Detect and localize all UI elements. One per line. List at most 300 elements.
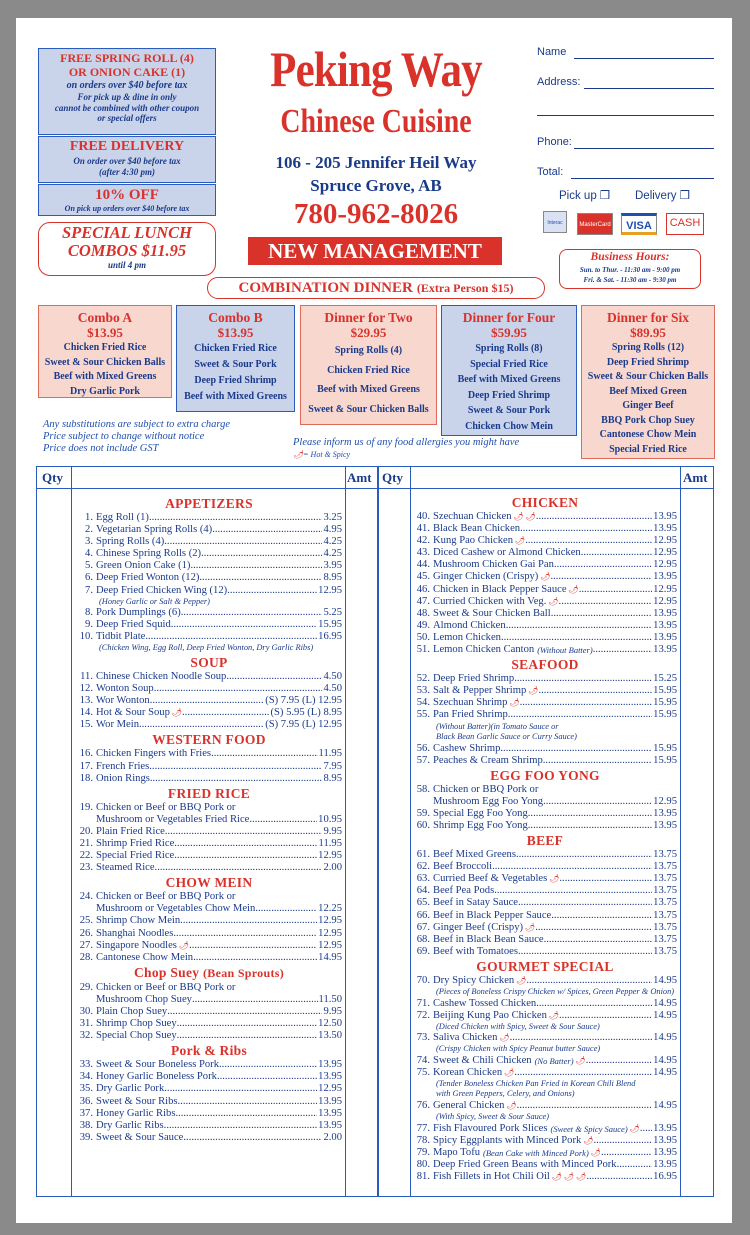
chili-icon: 🌶 [540,572,551,582]
item-price: 12.50 [318,1018,342,1030]
delivery-option[interactable] [635,188,690,202]
menu-item[interactable] [76,695,342,707]
dot-leader [494,885,652,897]
item-number: 50. [416,631,430,643]
item-number: 75. [416,1066,430,1078]
item-price: 13.95 [653,607,677,619]
menu-item[interactable] [76,536,342,548]
menu-item-continued[interactable] [76,814,342,826]
item-number: 52. [416,673,430,685]
dot-leader [514,673,652,685]
lunch-sub: until 4 pm [107,260,146,270]
item-price: 13.95 [653,644,677,656]
item-name: Mushroom or Vegetables Chow Mein [96,903,256,915]
menu-item[interactable] [413,547,677,559]
menu-item[interactable] [76,761,342,773]
dot-leader [217,1071,317,1083]
combo-title: Dinner for Four [462,310,556,325]
item-price: 13.95 [653,1158,677,1170]
menu-item[interactable] [413,743,677,755]
item-number: 9. [85,619,93,631]
menu-item[interactable] [76,1006,342,1018]
dot-leader [536,511,652,523]
item-number: 36. [79,1095,93,1107]
item-number: 71. [416,997,430,1009]
menu-item-continued[interactable] [413,796,677,808]
combo-item: Beef with Mixed Greens [457,374,561,385]
pickup-option[interactable] [559,188,610,202]
menu-item[interactable] [76,802,342,814]
item-name: Lemon Chicken [433,631,501,643]
menu-item[interactable] [76,826,342,838]
item-name: Steamed Rice [96,862,155,874]
menu-left-column [76,495,342,1144]
pickup-checkbox[interactable]: ❒ [599,190,611,202]
menu-item[interactable] [413,596,677,608]
menu-item[interactable] [413,571,677,583]
restaurant-subtitle: Chinese Cuisine [280,103,472,140]
dot-leader [139,719,264,731]
item-name: Dry Garlic Ribs [96,1119,164,1131]
item-price: 13.95 [653,571,677,583]
lunch-title: COMBOS $11.95 [67,241,187,260]
menu-item[interactable] [76,1132,342,1144]
dot-leader [177,1030,318,1042]
dot-leader [508,709,652,721]
menu-item[interactable] [413,849,677,861]
menu-item[interactable] [413,873,677,885]
menu-item[interactable] [413,885,677,897]
menu-item[interactable] [76,915,342,927]
combo-title: Combo A [77,310,133,325]
name-field[interactable] [574,58,714,59]
item-name: Plain Fried Rice [96,825,165,837]
chili-icon: 🌶 [171,708,183,718]
menu-item[interactable] [413,861,677,873]
menu-item[interactable] [76,607,342,619]
dot-leader [551,910,652,922]
item-number: 14. [79,707,93,719]
item-name: Dry Garlic Pork [96,1083,165,1095]
item-number: 64. [416,885,430,897]
menu-item[interactable] [413,1055,677,1067]
free-spring-roll-promo [38,48,216,135]
item-number: 18. [79,772,93,784]
menu-right-column [413,494,677,1183]
item-number: 51. [416,644,430,656]
item-number: 17. [79,760,93,772]
item-price: 13.75 [653,861,677,873]
menu-item[interactable] [413,584,677,596]
total-label: Total: [537,166,564,178]
dot-leader [219,1059,317,1071]
menu-item[interactable] [413,709,677,721]
menu-item[interactable] [413,1147,677,1159]
item-price: 13.95 [318,1119,342,1131]
menu-item[interactable] [413,559,677,571]
chili-icon: 🌶 [590,1147,601,1157]
chili-icon: 🌶 [293,450,304,459]
item-price: 14.95 [653,1032,677,1044]
item-name: Vegetarian Spring Rolls (4) [96,524,213,536]
item-name: Chicken or Beef or BBQ Pork or [96,981,236,993]
menu-item[interactable] [413,632,677,644]
item-number: 43. [416,547,430,559]
combo-item: Beef with Mixed Greens [317,384,420,395]
delivery-checkbox[interactable]: ❒ [679,190,691,202]
menu-item[interactable] [76,719,342,731]
item-number: 62. [416,861,430,873]
promo-title: OR ONION CAKE (1) [68,65,186,80]
menu-item[interactable] [413,1171,677,1183]
menu-item[interactable] [413,755,677,767]
item-name: Beijing Kung Pao Chicken [433,1009,547,1021]
item-name: Chicken or Beef or BBQ Pork or [96,891,236,903]
item-number: 45. [416,571,430,583]
menu-item[interactable] [76,940,342,952]
item-price: 4.25 [323,548,342,560]
dot-leader [535,922,652,934]
item-number: 53. [416,685,430,697]
section-title-text: Pork & Ribs [170,1043,248,1059]
combo-item: Chicken Fried Rice [194,343,277,354]
combination-dinner-title [207,277,545,299]
dot-leader [520,523,652,535]
menu-item[interactable] [76,524,342,536]
item-price: 4.25 [323,536,342,548]
item-name: Special Chop Suey [96,1030,177,1042]
item-price: 13.95 [318,1071,342,1083]
item-price: 13.95 [653,511,677,522]
item-name: Deep Fried Chicken Wing (12) [96,584,228,596]
menu-item[interactable] [76,838,342,850]
menu-item[interactable] [413,910,677,922]
item-number-blank [76,903,96,915]
column-divider [377,466,379,1197]
hours-line: Sun. to Thur. - 11:30 am - 9:00 pm [579,266,681,274]
combo-item: Chicken Fried Rice [63,342,147,353]
item-number: 63. [416,873,430,885]
item-price: 12.95 [318,584,342,596]
item-number: 65. [416,897,430,909]
menu-item[interactable] [76,982,342,994]
item-number: 49. [416,619,430,631]
dot-leader [518,897,652,909]
item-name: Spring Rolls (4) [96,536,165,548]
item-number: 4. [85,548,93,560]
dot-leader [150,773,323,785]
menu-item-continued[interactable] [76,903,342,915]
item-number: 26. [79,927,93,939]
item-number: 59. [416,807,430,819]
item-number: 40. [416,511,430,522]
item-note: (Diced Chicken with Spicy, Sweet & Sour Sauce) [436,1021,600,1031]
dinner-for-six [581,305,715,459]
menu-item[interactable] [413,1032,677,1044]
item-name: Plain Chop Suey [96,1006,168,1017]
item-name: Ginger Beef (Crispy) [433,921,524,933]
section-title-text: APPETIZERS [165,496,253,511]
menu-item[interactable] [413,685,677,697]
combo-item: Beef with Mixed Greens [184,391,287,402]
phone-number[interactable]: 780-962-8026 [293,198,459,230]
item-number: 38. [79,1119,93,1131]
qty-header: Qty [382,470,403,485]
item-price: 8.95 [323,572,342,584]
combo-item: Dry Garlic Pork [70,385,140,397]
item-price: 16.95 [653,1170,677,1182]
menu-item[interactable] [413,1123,677,1135]
combo-price: $13.95 [87,325,123,340]
address-field[interactable] [584,88,714,89]
dot-leader [526,975,652,987]
dot-leader [514,1067,652,1079]
item-number: 74. [416,1054,430,1066]
menu-item[interactable] [76,671,342,683]
address-line-1: 106 - 205 Jennifer Heil Way [275,153,477,172]
item-name: Korean Chicken [433,1066,503,1078]
item-number: 79. [416,1146,430,1158]
dot-leader [510,1032,653,1044]
item-number: 57. [416,754,430,766]
menu-item[interactable] [413,1159,677,1171]
item-name: Hot & Sour Soup [96,707,170,719]
menu-item[interactable] [413,523,677,535]
item-name: Beef in Black Pepper Sauce [433,909,552,921]
item-price: 14.95 [653,1054,677,1066]
chili-icon: 🌶 [528,686,539,696]
menu-item[interactable] [413,1100,677,1112]
item-price: 15.95 [653,709,677,721]
item-number: 58. [416,783,430,795]
combo-item: Sweet & Sour Pork [194,359,277,370]
phone-field[interactable] [574,148,714,149]
menu-item[interactable] [413,808,677,820]
chili-icon: 🌶 [575,1055,586,1065]
dot-leader [543,755,652,767]
section-title [413,767,677,784]
section-title-text: BEEF [526,833,564,849]
item-number: 78. [416,1134,430,1146]
chili-icon: 🌶 [576,1171,587,1181]
item-note: (Honey Garlic or Salt & Pepper) [99,596,210,606]
item-number: 34. [79,1071,93,1083]
section-title [413,494,677,511]
menu-item[interactable] [413,535,677,547]
combo-item: Ginger Beef [622,400,674,411]
item-number-blank [76,994,96,1006]
menu-item[interactable] [76,1018,342,1030]
item-name: Almond Chicken [433,619,506,631]
item-name: Beef with Tomatoes [433,945,518,957]
menu-item[interactable] [76,631,342,643]
item-number: 67. [416,921,430,933]
item-name: Shrimp Chow Mein [96,915,181,927]
item-number: 21. [79,837,93,849]
dot-leader [640,1123,652,1135]
combo-item: BBQ Pork Chop Suey [601,414,695,426]
item-number: 44. [416,559,430,571]
menu-item[interactable] [76,1083,342,1095]
menu-item[interactable] [76,560,342,572]
chili-icon: 🌶 [513,512,524,521]
dot-leader [190,560,322,572]
promo-sub: On order over $40 before tax [73,155,181,166]
combination-label: COMBINATION DINNER [238,280,413,296]
item-price: 13.95 [653,819,677,831]
menu-item[interactable] [76,585,342,597]
menu-item[interactable] [413,511,677,523]
menu-item[interactable] [76,683,342,695]
item-price: 12.95 [653,559,677,571]
item-name: Special Fried Rice [96,850,175,862]
menu-item[interactable] [413,946,677,958]
chili-icon: 🌶 [506,1100,517,1110]
combo-item: Deep Fried Shrimp [467,389,551,401]
menu-item[interactable] [413,644,677,656]
section-title-text: SOUP [190,654,228,670]
dot-leader [506,620,652,632]
note-line: Price subject to change without notice [43,431,205,442]
menu-item[interactable] [76,1120,342,1132]
item-name: Shanghai Noodles [96,927,174,939]
menu-item[interactable] [413,897,677,909]
menu-item[interactable] [76,773,342,785]
chili-icon: 🌶 [499,1033,510,1043]
business-hours-box [559,249,701,289]
item-name: Szechuan Chicken [433,511,512,522]
item-name: Curried Beef & Vegetables [433,873,548,885]
item-name: Wonton Soup [96,683,154,695]
menu-item[interactable] [413,620,677,632]
menu-item[interactable] [76,1059,342,1071]
dot-leader [551,608,652,620]
menu-item[interactable] [76,619,342,631]
item-number: 22. [79,850,93,862]
combo-item: Sweet & Sour Pork [467,405,551,416]
menu-item[interactable] [76,928,342,940]
section-title [76,964,342,982]
combo-item: Spring Rolls (12) [611,342,685,353]
promo-sub: cannot be combined with other coupon [54,102,200,113]
dot-leader [543,796,652,808]
promo-title: 10% OFF [95,187,159,203]
menu-item[interactable] [413,673,677,685]
menu-item[interactable] [76,850,342,862]
combo-item: Sweet & Sour Chicken Balls [44,356,166,368]
item-number: 23. [79,862,93,874]
menu-item[interactable] [76,891,342,903]
menu-table-header [36,466,714,489]
item-name: Mushroom Chop Suey [96,993,192,1005]
promo-sub: on orders over $40 before tax [66,79,188,91]
menu-item[interactable] [76,707,342,719]
menu-item[interactable] [413,784,677,796]
dot-leader [559,873,652,885]
item-name: Shrimp Fried Rice [96,837,175,849]
menu-item[interactable] [76,548,342,560]
item-name: Chinese Chicken Noodle Soup [96,670,227,682]
item-number: 81. [416,1170,430,1182]
total-field[interactable] [571,178,714,179]
item-name: Chicken in Black Pepper Sauce [433,583,567,595]
item-price: 9.95 [323,825,342,837]
dot-leader [149,761,322,773]
menu-item[interactable] [76,952,342,964]
dot-leader [517,1100,653,1112]
section-title-text: WESTERN FOOD [152,732,266,748]
dot-leader [617,1159,653,1171]
chili-icon: 🌶 [504,1067,515,1077]
dot-leader [167,1006,322,1018]
menu-item[interactable] [413,922,677,934]
item-name: General Chicken [433,1099,505,1111]
phone-label: Phone: [537,136,572,148]
dot-leader [182,707,269,719]
menu-item[interactable] [413,975,677,987]
combo-price: $59.95 [491,325,527,340]
dot-leader [177,1018,318,1030]
item-number: 28. [79,951,93,963]
menu-item[interactable] [76,512,342,524]
item-number: 13. [79,695,93,707]
address-field-2[interactable] [537,115,714,116]
menu-item[interactable] [76,748,342,760]
menu-item-continued[interactable] [76,994,342,1006]
item-name: Beef in Satay Sauce [433,897,519,909]
menu-item[interactable] [76,1030,342,1042]
menu-item[interactable] [413,608,677,620]
item-number: 5. [85,560,93,572]
dot-leader [155,862,323,874]
section-title [413,958,677,975]
menu-item[interactable] [413,1010,677,1022]
menu-item[interactable] [413,1135,677,1147]
item-name: Kung Pao Chicken [433,535,514,547]
item-name: Salt & Pepper Shrimp [433,685,527,697]
item-note: (Chicken Wing, Egg Roll, Deep Fried Wonton, Dry Garlic Ribs) [99,643,314,653]
item-name: Singapore Noodles [96,939,177,951]
menu-item[interactable] [76,1108,342,1120]
item-number: 16. [79,748,93,760]
item-number: 56. [416,742,430,754]
chili-icon: 🌶 [548,596,559,606]
chili-icon: 🌶 [583,1135,594,1145]
menu-item[interactable] [76,862,342,874]
item-number: 30. [79,1006,93,1017]
promo-sub: For pick up & dine in only [77,91,177,102]
menu-item[interactable] [413,934,677,946]
menu-item[interactable] [413,820,677,832]
item-number: 15. [79,719,93,731]
menu-item[interactable] [413,697,677,709]
menu-item[interactable] [76,572,342,584]
menu-item[interactable] [413,998,677,1010]
item-number: 35. [79,1083,93,1095]
combo-title: Dinner for Two [324,310,413,325]
chili-icon: 🌶 [515,536,526,546]
combo-b [176,305,295,412]
item-name: Cashew Shrimp [433,742,501,754]
combo-item: Beef Mixed Green [609,385,687,397]
item-inline-note: (Without Batter) [537,645,593,656]
item-price: 12.95 [318,1083,342,1095]
menu-item[interactable] [413,1067,677,1079]
menu-item[interactable] [76,1096,342,1108]
section-title-note: (Bean Sprouts) [203,965,285,980]
item-number: 72. [416,1009,430,1021]
menu-item[interactable] [76,1071,342,1083]
